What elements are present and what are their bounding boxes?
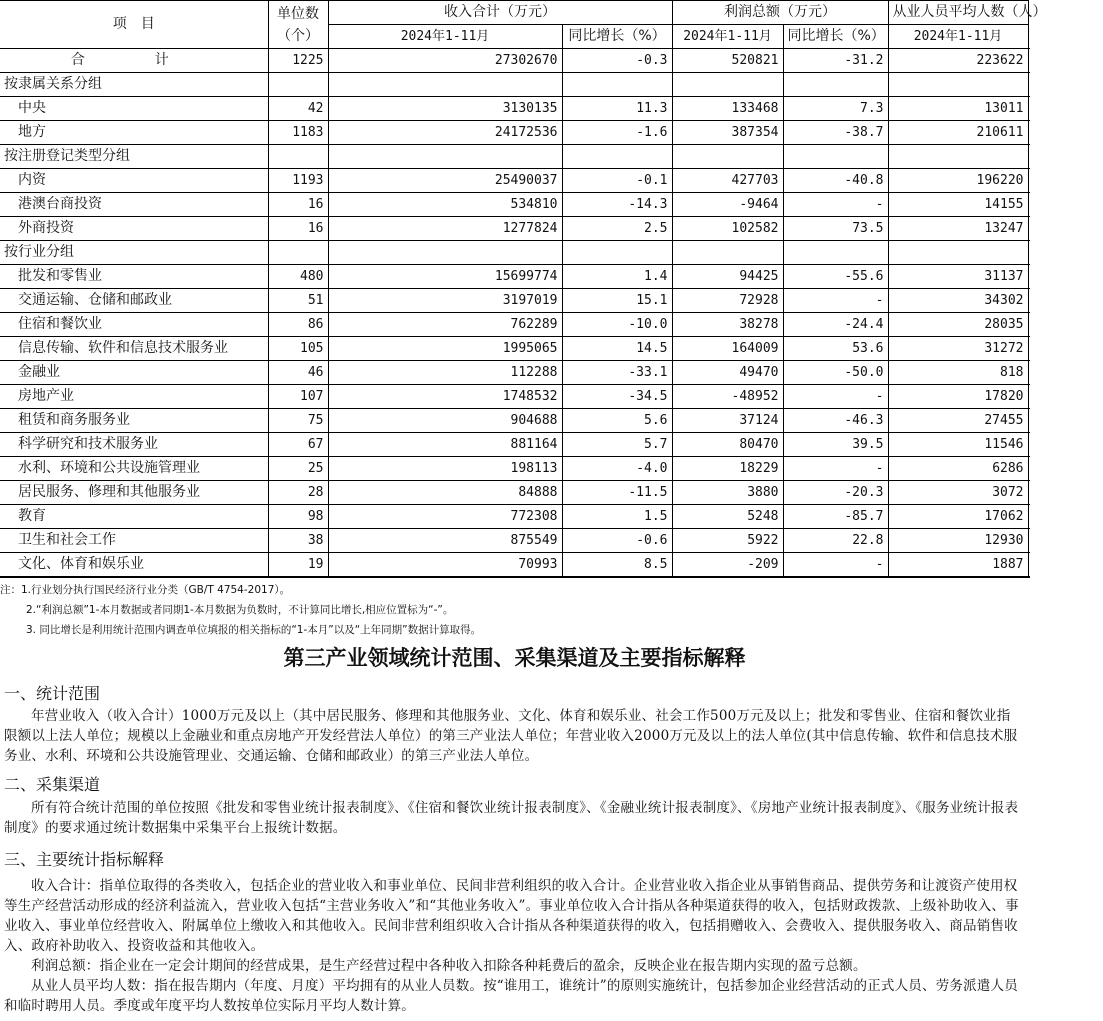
cell-rev — [328, 145, 562, 169]
cell-emp-yoy — [1028, 169, 1029, 193]
header-profit: 利润总额（万元） — [672, 1, 888, 25]
cell-units: 480 — [268, 265, 328, 289]
cell-emp: 13247 — [888, 217, 1028, 241]
cell-rev: 904688 — [328, 409, 562, 433]
row-label: 合 计 — [0, 49, 268, 73]
cell-rev: 24172536 — [328, 121, 562, 145]
row-label: 中央 — [0, 97, 268, 121]
cell-rev: 772308 — [328, 505, 562, 529]
cell-units: 19 — [268, 553, 328, 578]
cell-emp-yoy — [1028, 457, 1029, 481]
row-label: 按隶属关系分组 — [0, 73, 268, 97]
cell-rev: 198113 — [328, 457, 562, 481]
cell-rev-yoy: -0.6 — [562, 529, 672, 553]
row-label: 内资 — [0, 169, 268, 193]
row-label: 港澳台商投资 — [0, 193, 268, 217]
cell-profit-yoy: -40.8 — [783, 169, 888, 193]
row-label: 房地产业 — [0, 385, 268, 409]
cell-rev-yoy: 1.5 — [562, 505, 672, 529]
cell-units: 25 — [268, 457, 328, 481]
note-1: 注：1.行业划分执行国民经济行业分类（GB/T 4754-2017）。 — [0, 584, 291, 596]
cell-rev: 3197019 — [328, 289, 562, 313]
table-row — [0, 121, 1029, 145]
cell-profit-yoy: -31.2 — [783, 49, 888, 73]
cell-units: 1183 — [268, 121, 328, 145]
cell-emp: 17062 — [888, 505, 1028, 529]
table-row — [0, 505, 1029, 529]
cell-profit: 5248 — [672, 505, 783, 529]
row-label: 居民服务、修理和其他服务业 — [0, 481, 268, 505]
cell-units: 1225 — [268, 49, 328, 73]
cell-profit-yoy: 39.5 — [783, 433, 888, 457]
row-label: 地方 — [0, 121, 268, 145]
cell-units: 105 — [268, 337, 328, 361]
cell-emp-yoy — [1028, 385, 1029, 409]
cell-rev-yoy: 2.5 — [562, 217, 672, 241]
cell-rev: 112288 — [328, 361, 562, 385]
cell-profit-yoy: 7.3 — [783, 97, 888, 121]
paragraph: 所有符合统计范围的单位按照《批发和零售业统计报表制度》、《住宿和餐饮业统计报表制度》、《金融业统计报表制度》、《房地产业统计报表制度》、《服务业统计报表制度》的要求通过统计数据集中采集平台上报统计数据。 — [4, 800, 1019, 836]
cell-emp-yoy — [1028, 481, 1029, 505]
cell-emp: 3072 — [888, 481, 1028, 505]
cell-emp: 13011 — [888, 97, 1028, 121]
table-row — [0, 481, 1029, 505]
row-label: 水利、环境和公共设施管理业 — [0, 457, 268, 481]
header-employees: 从业人员平均人数（人） — [888, 1, 1029, 25]
cell-emp: 17820 — [888, 385, 1028, 409]
cell-emp-yoy — [1028, 73, 1029, 97]
cell-profit-yoy: 53.6 — [783, 337, 888, 361]
cell-profit-yoy: -38.7 — [783, 121, 888, 145]
header-units: 单位数（个） — [268, 1, 328, 49]
table-row — [0, 97, 1029, 121]
cell-profit-yoy: 73.5 — [783, 217, 888, 241]
cell-rev: 534810 — [328, 193, 562, 217]
cell-profit: -209 — [672, 553, 783, 578]
cell-profit-yoy: -46.3 — [783, 409, 888, 433]
table-row — [0, 265, 1029, 289]
table-row — [0, 433, 1029, 457]
cell-units: 98 — [268, 505, 328, 529]
cell-rev — [328, 73, 562, 97]
cell-profit: 102582 — [672, 217, 783, 241]
header-employees-period: 2024年1-11月 — [888, 25, 1028, 49]
cell-emp-yoy — [1028, 265, 1029, 289]
cell-profit-yoy: -50.0 — [783, 361, 888, 385]
cell-profit-yoy: -85.7 — [783, 505, 888, 529]
cell-rev-yoy: -0.3 — [562, 49, 672, 73]
cell-rev-yoy — [562, 241, 672, 265]
cell-rev: 15699774 — [328, 265, 562, 289]
table-row — [0, 193, 1029, 217]
cell-emp-yoy — [1028, 553, 1029, 578]
cell-units: 28 — [268, 481, 328, 505]
cell-profit-yoy: 22.8 — [783, 529, 888, 553]
group-row — [0, 145, 1029, 169]
row-label: 金融业 — [0, 361, 268, 385]
cell-units: 75 — [268, 409, 328, 433]
table-row — [0, 313, 1029, 337]
cell-emp: 12930 — [888, 529, 1028, 553]
paragraph: 收入合计：指单位取得的各类收入，包括企业的营业收入和事业单位、民间非营利组织的收入合计。企业营业收入指企业从事销售商品、提供劳务和让渡资产使用权等生产经营活动形成的经济利益流入，营业收入包括“主营业务收入”和“其他业务收入”。事业单位收入合计指从各种渠道获得的收入，包括财政拨款、上级补助收入、事业收入、事业单位经营收入、附属单位上缴收入和其他收入。民间非营利组织收入合计指从各种渠道获得的收入，包括捐赠收入、会费收入、提供服务收入、商品销售收入、政府补助收入、投资收益和其他收入。 — [4, 878, 1019, 954]
header-revenue-yoy: 同比增长（%） — [562, 25, 672, 49]
cell-rev-yoy: 11.3 — [562, 97, 672, 121]
cell-units: 46 — [268, 361, 328, 385]
cell-emp-yoy — [1028, 121, 1029, 145]
cell-rev: 1277824 — [328, 217, 562, 241]
group-row — [0, 73, 1029, 97]
total-row — [0, 49, 1029, 73]
cell-rev-yoy: 5.6 — [562, 409, 672, 433]
cell-units: 86 — [268, 313, 328, 337]
cell-rev-yoy: 14.5 — [562, 337, 672, 361]
row-label: 信息传输、软件和信息技术服务业 — [0, 337, 268, 361]
cell-units: 16 — [268, 217, 328, 241]
cell-rev: 1748532 — [328, 385, 562, 409]
cell-profit-yoy: -24.4 — [783, 313, 888, 337]
cell-profit — [672, 241, 783, 265]
cell-profit: -9464 — [672, 193, 783, 217]
cell-emp: 27455 — [888, 409, 1028, 433]
cell-profit-yoy: - — [783, 553, 888, 578]
cell-profit: 80470 — [672, 433, 783, 457]
cell-profit-yoy: - — [783, 385, 888, 409]
cell-profit: 387354 — [672, 121, 783, 145]
cell-emp-yoy — [1028, 337, 1029, 361]
cell-units: 1193 — [268, 169, 328, 193]
cell-emp: 14155 — [888, 193, 1028, 217]
cell-emp-yoy — [1028, 529, 1029, 553]
cell-profit-yoy: - — [783, 457, 888, 481]
cell-rev-yoy: 15.1 — [562, 289, 672, 313]
cell-profit: 164009 — [672, 337, 783, 361]
section-heading-channels: 二、采集渠道 — [4, 775, 101, 794]
cell-emp-yoy — [1028, 433, 1029, 457]
cell-rev: 3130135 — [328, 97, 562, 121]
cell-units: 107 — [268, 385, 328, 409]
cell-rev-yoy: -10.0 — [562, 313, 672, 337]
cell-profit: 94425 — [672, 265, 783, 289]
cell-profit-yoy — [783, 73, 888, 97]
cell-rev: 1995065 — [328, 337, 562, 361]
cell-emp — [888, 241, 1028, 265]
cell-rev: 27302670 — [328, 49, 562, 73]
cell-profit: 133468 — [672, 97, 783, 121]
section-body-scope — [4, 706, 1024, 766]
group-row — [0, 241, 1029, 265]
paragraph: 年营业收入（收入合计）1000万元及以上（其中居民服务、修理和其他服务业、文化、体育和娱乐业、社会工作500万元及以上；批发和零售业、住宿和餐饮业指限额以上法人单位；规模以上金融业和重点房地产开发经营法人单位）的第三产业法人单位；年营业收入2000万元及以上的法人单位(其中信息传输、软件和信息技术服务业、水利、环境和公共设施管理业、交通运输、仓储和邮政业）的第三产业法人单位。 — [4, 708, 1018, 764]
table-row — [0, 361, 1029, 385]
cell-emp-yoy — [1028, 313, 1029, 337]
cell-emp: 223622 — [888, 49, 1028, 73]
cell-rev-yoy: -34.5 — [562, 385, 672, 409]
cell-emp: 34302 — [888, 289, 1028, 313]
cell-units: 16 — [268, 193, 328, 217]
row-label: 批发和零售业 — [0, 265, 268, 289]
cell-units: 51 — [268, 289, 328, 313]
section-body-channels — [4, 798, 1024, 838]
table-row — [0, 169, 1029, 193]
cell-units — [268, 145, 328, 169]
cell-profit: 5922 — [672, 529, 783, 553]
header-employees-yoy — [1028, 25, 1029, 49]
header-revenue-period: 2024年1-11月 — [328, 25, 562, 49]
note-3: 3. 同比增长是利用统计范围内调查单位填报的相关指标的“1-本月”以及“上年同期”数据计算取得。 — [26, 624, 482, 636]
cell-emp: 210611 — [888, 121, 1028, 145]
section-heading-indicators: 三、主要统计指标解释 — [4, 850, 165, 869]
header-profit-period: 2024年1-11月 — [672, 25, 783, 49]
table-notes — [0, 580, 481, 640]
table-row — [0, 553, 1029, 578]
cell-profit: 520821 — [672, 49, 783, 73]
cell-rev — [328, 241, 562, 265]
table-row — [0, 457, 1029, 481]
row-label: 按行业分组 — [0, 241, 268, 265]
row-label: 卫生和社会工作 — [0, 529, 268, 553]
cell-profit-yoy: -20.3 — [783, 481, 888, 505]
document-title: 第三产业领域统计范围、采集渠道及主要指标解释 — [283, 645, 746, 670]
cell-units — [268, 73, 328, 97]
cell-emp: 31272 — [888, 337, 1028, 361]
cell-rev: 875549 — [328, 529, 562, 553]
cell-rev: 881164 — [328, 433, 562, 457]
cell-emp: 196220 — [888, 169, 1028, 193]
cell-rev-yoy: -1.6 — [562, 121, 672, 145]
section-heading-scope: 一、统计范围 — [4, 684, 101, 703]
cell-rev-yoy: -4.0 — [562, 457, 672, 481]
cell-profit-yoy — [783, 145, 888, 169]
cell-emp-yoy — [1028, 145, 1029, 169]
cell-rev-yoy: 8.5 — [562, 553, 672, 578]
cell-rev: 25490037 — [328, 169, 562, 193]
section-body-indicators — [4, 876, 1024, 1016]
cell-profit: 49470 — [672, 361, 783, 385]
cell-units: 42 — [268, 97, 328, 121]
cell-profit: 38278 — [672, 313, 783, 337]
cell-rev-yoy: 5.7 — [562, 433, 672, 457]
cell-emp-yoy — [1028, 49, 1029, 73]
paragraph: 从业人员平均人数：指在报告期内（年度、月度）平均拥有的从业人员数。按“谁用工，谁统计”的原则实施统计，包括参加企业经营活动的正式人员、劳务派遣人员和临时聘用人员。季度或年度平均人数按单位实际月平均人数计算。 — [4, 978, 1018, 1014]
cell-emp: 28035 — [888, 313, 1028, 337]
row-label: 外商投资 — [0, 217, 268, 241]
cell-rev-yoy: -33.1 — [562, 361, 672, 385]
cell-emp-yoy — [1028, 193, 1029, 217]
cell-emp: 1887 — [888, 553, 1028, 578]
table-row — [0, 289, 1029, 313]
cell-emp-yoy — [1028, 289, 1029, 313]
note-2: 2.“利润总额”1-本月数据或者同期1-本月数据为负数时，不计算同比增长,相应位置标为“-”。 — [26, 604, 454, 616]
cell-profit: 72928 — [672, 289, 783, 313]
cell-emp-yoy — [1028, 505, 1029, 529]
paragraph: 利润总额：指企业在一定会计期间的经营成果，是生产经营过程中各种收入扣除各种耗费后的盈余，反映企业在报告期内实现的盈亏总额。 — [31, 958, 867, 974]
cell-rev: 70993 — [328, 553, 562, 578]
cell-profit-yoy: -55.6 — [783, 265, 888, 289]
cell-emp-yoy — [1028, 217, 1029, 241]
cell-rev: 762289 — [328, 313, 562, 337]
cell-profit: 37124 — [672, 409, 783, 433]
table-row — [0, 409, 1029, 433]
cell-emp: 6286 — [888, 457, 1028, 481]
cell-emp: 818 — [888, 361, 1028, 385]
cell-profit: 3880 — [672, 481, 783, 505]
table-row — [0, 385, 1029, 409]
cell-profit — [672, 73, 783, 97]
cell-emp-yoy — [1028, 97, 1029, 121]
cell-emp: 11546 — [888, 433, 1028, 457]
cell-rev-yoy: -0.1 — [562, 169, 672, 193]
cell-rev-yoy: -11.5 — [562, 481, 672, 505]
row-label: 按注册登记类型分组 — [0, 145, 268, 169]
header-item: 项 目 — [0, 1, 268, 49]
row-label: 科学研究和技术服务业 — [0, 433, 268, 457]
cell-profit: 18229 — [672, 457, 783, 481]
cell-emp: 31137 — [888, 265, 1028, 289]
header-revenue: 收入合计（万元） — [328, 1, 672, 25]
cell-emp-yoy — [1028, 409, 1029, 433]
cell-rev-yoy: -14.3 — [562, 193, 672, 217]
cell-profit: 427703 — [672, 169, 783, 193]
cell-rev: 84888 — [328, 481, 562, 505]
cell-units: 67 — [268, 433, 328, 457]
row-label: 住宿和餐饮业 — [0, 313, 268, 337]
cell-profit-yoy: - — [783, 289, 888, 313]
cell-emp-yoy — [1028, 361, 1029, 385]
cell-units — [268, 241, 328, 265]
cell-rev-yoy — [562, 73, 672, 97]
cell-rev-yoy: 1.4 — [562, 265, 672, 289]
cell-emp — [888, 145, 1028, 169]
cell-profit: -48952 — [672, 385, 783, 409]
cell-emp-yoy — [1028, 241, 1029, 265]
row-label: 教育 — [0, 505, 268, 529]
cell-profit-yoy: - — [783, 193, 888, 217]
cell-profit-yoy — [783, 241, 888, 265]
table-row — [0, 529, 1029, 553]
row-label: 交通运输、仓储和邮政业 — [0, 289, 268, 313]
table-row — [0, 337, 1029, 361]
row-label: 文化、体育和娱乐业 — [0, 553, 268, 578]
cell-rev-yoy — [562, 145, 672, 169]
row-label: 租赁和商务服务业 — [0, 409, 268, 433]
cell-profit — [672, 145, 783, 169]
table-row — [0, 217, 1029, 241]
header-profit-yoy: 同比增长（%） — [783, 25, 888, 49]
cell-emp — [888, 73, 1028, 97]
cell-units: 38 — [268, 529, 328, 553]
